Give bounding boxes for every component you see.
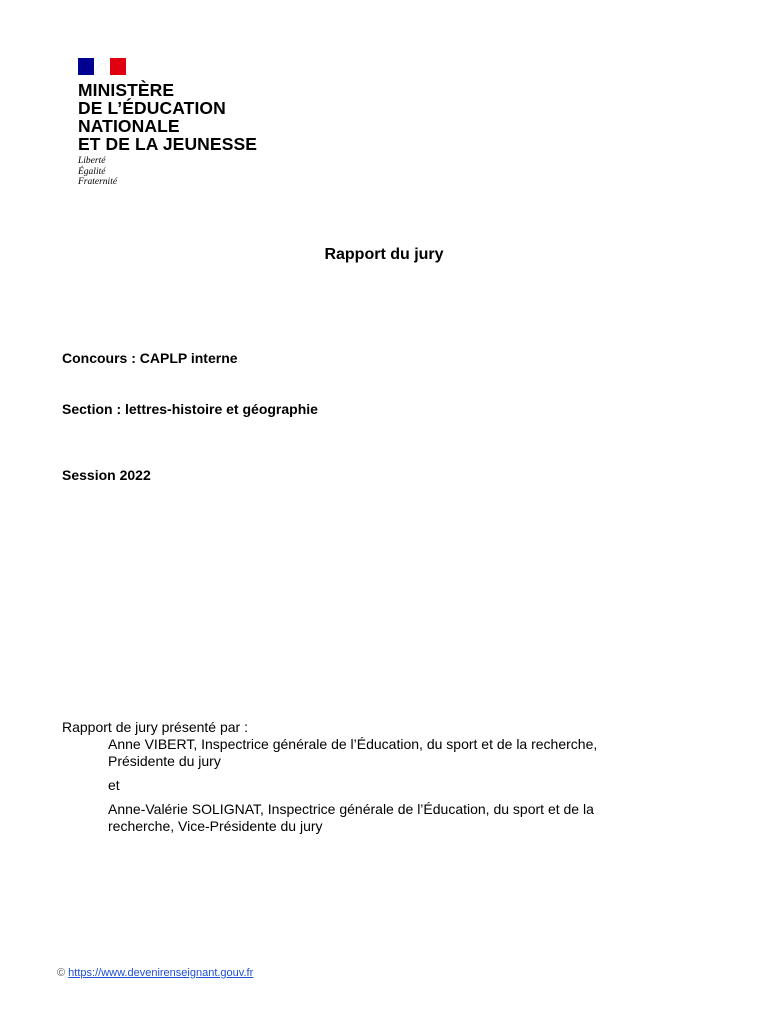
president-line-2: Présidente du jury	[108, 753, 221, 769]
presented-by-intro: Rapport de jury présenté par :	[62, 719, 248, 735]
flag-blue-band	[78, 58, 94, 75]
page-title: Rapport du jury	[324, 246, 444, 263]
ministry-name	[78, 81, 268, 153]
footer	[57, 967, 253, 979]
ministry-line-3: NATIONALE	[78, 116, 180, 136]
website-link[interactable]: https://www.devenirenseignant.gouv.fr	[68, 967, 254, 979]
ministry-logo	[78, 58, 268, 188]
motto-liberte: Liberté	[78, 156, 106, 166]
motto-fraternite: Fraternité	[78, 177, 118, 187]
republic-motto	[78, 156, 268, 188]
motto-egalite: Égalité	[78, 166, 106, 177]
ministry-line-4: ET DE LA JEUNESSE	[78, 134, 258, 154]
vice-president-line-1: Anne-Valérie SOLIGNAT, Inspectrice générale de l’Éducation, du sport et de la	[108, 801, 594, 817]
session-label: Session 2022	[62, 467, 151, 483]
president-line-1: Anne VIBERT, Inspectrice générale de l’Éducation, du sport et de la recherche,	[108, 736, 598, 752]
vice-president-line-2: recherche, Vice-Présidente du jury	[108, 818, 323, 834]
flag-red-band	[110, 58, 126, 75]
section-label: Section : lettres-histoire et géographie	[62, 401, 318, 417]
ministry-line-1: MINISTÈRE	[78, 80, 175, 100]
concours-label: Concours : CAPLP interne	[62, 350, 238, 366]
ministry-line-2: DE L’ÉDUCATION	[78, 98, 226, 118]
french-flag-icon	[78, 58, 126, 75]
copyright-symbol: ©	[57, 967, 66, 979]
conjunction-et: et	[108, 777, 120, 793]
